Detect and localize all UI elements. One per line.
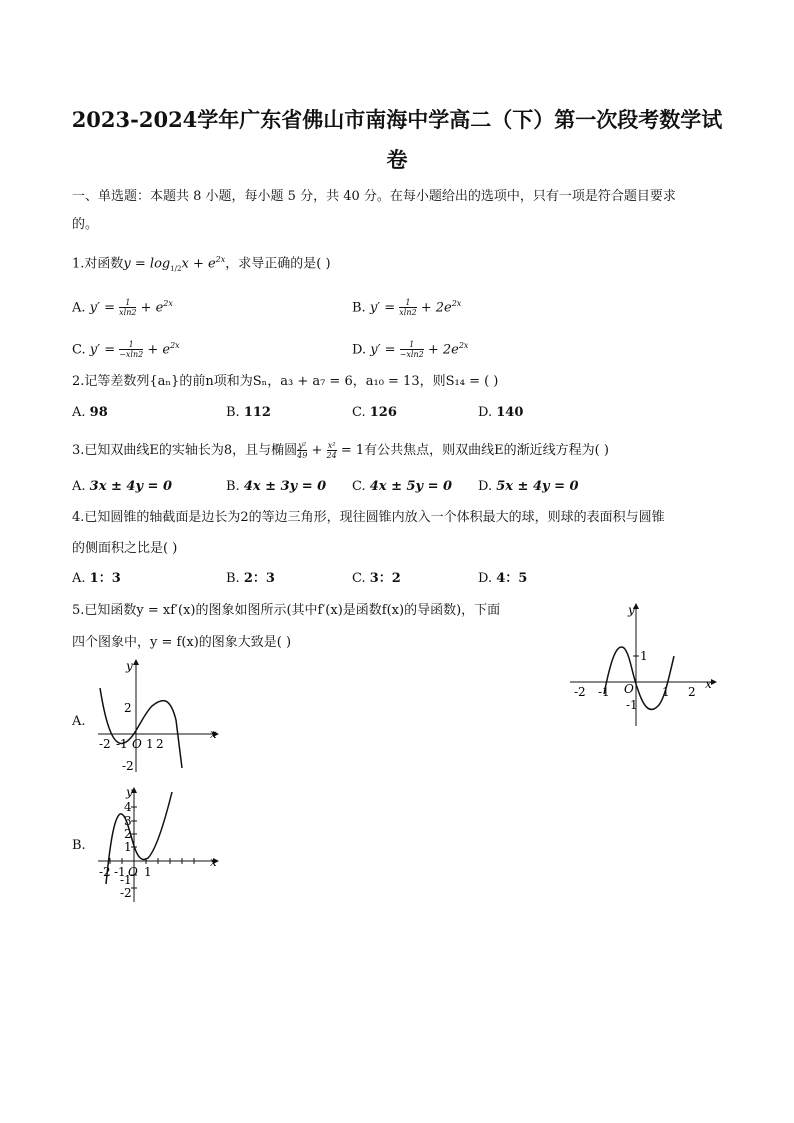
origin-label: O — [624, 682, 634, 696]
tick-y-1: 1 — [124, 840, 132, 854]
x-axis-label: x — [705, 677, 712, 691]
origin-label: O — [132, 737, 142, 751]
exam-title-line-1: 2023-2024学年广东省佛山市南海中学高二（下）第一次段考数学试 — [71, 107, 723, 132]
tick-x-1: 1 — [146, 737, 154, 751]
question-3-option-a[interactable]: A. 3x ± 4y = 0 — [72, 479, 173, 494]
origin-label: O — [128, 865, 138, 879]
tick-x-1: 1 — [662, 685, 670, 699]
question-5-stem: 5.已知函数y = xf′(x)的图象如图所示(其中f′(x)是函数f(x)的导函数)，下面 — [72, 603, 501, 618]
question-5-graph-a — [92, 656, 222, 776]
question-4-option-d[interactable]: D. 4：5 — [478, 571, 528, 586]
tick-x-minus1: -1 — [116, 737, 128, 751]
tick-y-2: 2 — [124, 827, 132, 841]
tick-y-3: 3 — [124, 814, 132, 828]
section-heading-cont: 的。 — [72, 217, 99, 232]
tick-x-2: 2 — [688, 685, 696, 699]
question-3-option-b[interactable]: B. 4x ± 3y = 0 — [226, 479, 327, 494]
question-2-option-b[interactable]: B. 112 — [226, 405, 271, 420]
question-2-option-d[interactable]: D. 140 — [478, 405, 524, 420]
tick-y-2: 2 — [124, 701, 132, 715]
tick-y-4: 4 — [124, 800, 132, 814]
y-axis-label: y — [126, 659, 133, 673]
question-3-option-c[interactable]: C. 4x ± 5y = 0 — [352, 479, 453, 494]
tick-y-1: 1 — [640, 649, 648, 663]
y-axis-label: y — [126, 785, 133, 799]
tick-x-minus1: -1 — [114, 865, 126, 879]
curve-option-a — [100, 688, 182, 768]
tick-x-minus2: -2 — [574, 685, 586, 699]
y-axis-label: y — [628, 603, 635, 617]
tick-y-minus2: -2 — [120, 886, 132, 900]
question-5-option-b[interactable]: B. — [72, 838, 86, 853]
exam-title-line-2: 卷 — [386, 147, 408, 172]
tick-y-minus1: -1 — [120, 873, 132, 887]
question-5-main-graph — [560, 598, 720, 730]
question-3-stem: 3.已知双曲线E的实轴长为8，且与椭圆 $\frac{\text{y²}}{49}$ + $\frac{\text{x²}}{24}$ = 1有公共焦点，则双曲线E的渐近线方程为( ) — [72, 441, 609, 460]
tick-x-2: 2 — [156, 737, 164, 751]
question-3-option-d[interactable]: D. 5x ± 4y = 0 — [478, 479, 579, 494]
tick-x-minus2: -2 — [99, 737, 111, 751]
question-4-stem: 4.已知圆锥的轴截面是边长为2的等边三角形，现往圆锥内放入一个体积最大的球，则球的表面积与圆锥 — [72, 510, 665, 525]
question-1-stem: 1.对函数$y = \log_{1/2}x + e^{2x}$，求导正确的是( ) — [72, 255, 331, 273]
question-1-option-a[interactable]: A. y′ = $\frac{1}{xln2}$ + $e^{2x}$ — [72, 298, 173, 318]
question-2-stem: 2.记等差数列{aₙ}的前n项和为Sₙ，a₃ + a₇ = 6，a₁₀ = 13，则S₁₄ = ( ) — [72, 374, 499, 389]
tick-y-minus2: -2 — [122, 759, 134, 773]
question-4-option-b[interactable]: B. 2：3 — [226, 571, 275, 586]
x-axis-label: x — [210, 855, 217, 869]
question-1-option-b[interactable]: B. y′ = $\frac{1}{xln2}$ + $2e^{2x}$ — [352, 298, 462, 318]
question-4-option-c[interactable]: C. 3：2 — [352, 571, 401, 586]
question-4-stem-cont: 的侧面积之比是( ) — [72, 541, 178, 556]
x-axis-label: x — [210, 727, 217, 741]
tick-x-1: 1 — [144, 865, 152, 879]
tick-x-minus2: -2 — [99, 865, 111, 879]
question-1-option-c[interactable]: C. y′ = $\frac{1}{-xln2}$ + $e^{2x}$ — [72, 340, 180, 360]
question-2-option-a[interactable]: A. 98 — [72, 405, 108, 420]
tick-y-minus1: -1 — [626, 698, 638, 712]
section-heading: 一、单选题：本题共 8 小题，每小题 5 分，共 40 分。在每小题给出的选项中，只有一项是符合题目要求 — [72, 189, 676, 204]
question-5-stem-cont: 四个图象中，y = f(x)的图象大致是( ) — [72, 635, 292, 650]
question-4-option-a[interactable]: A. 1：3 — [72, 571, 121, 586]
question-1-option-d[interactable]: D. y′ = $\frac{1}{-xln2}$ + $2e^{2x}$ — [352, 340, 469, 360]
question-5-graph-b — [92, 784, 222, 906]
question-5-option-a[interactable]: A. — [72, 714, 86, 729]
tick-x-minus1: -1 — [598, 685, 610, 699]
question-2-option-c[interactable]: C. 126 — [352, 405, 397, 420]
